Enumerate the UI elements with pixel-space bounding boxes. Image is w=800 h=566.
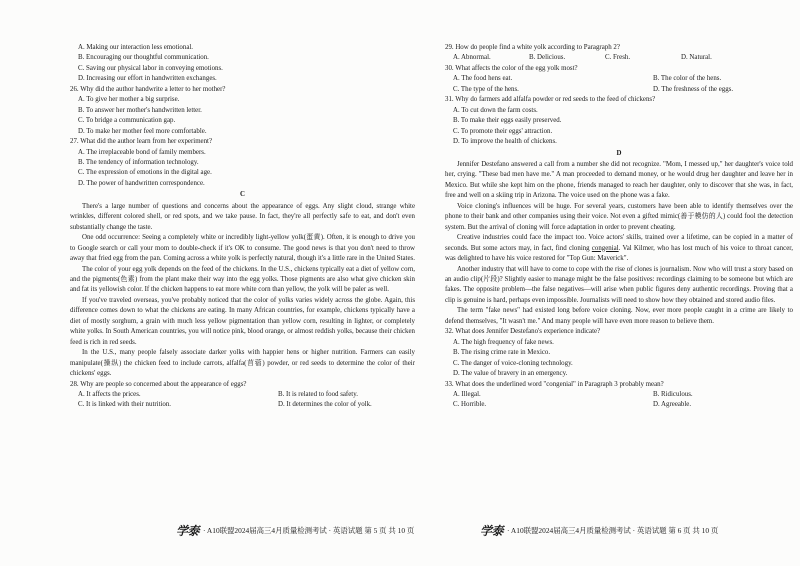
q33-option-d: D. Agreeable. [653,401,692,409]
section-c-heading: C [240,191,245,199]
q33-options-row-1 [445,390,793,400]
q32-option-d: D. The value of bravery in an emergency. [453,370,568,378]
q28-option-a: A. It affects the prices. [78,390,141,398]
q32-option-a: A. The high frequency of fake news. [453,338,554,346]
right-page [445,43,793,411]
q33-option-b: B. Ridiculous. [653,390,693,398]
q27-option-d: D. The power of handwritten correspondence. [78,179,205,187]
q28-stem: 28. Why are people so concerned about the appearance of eggs? [70,380,247,388]
left-page-footer [176,522,414,539]
q29-option-c: C. Fresh. [605,54,631,62]
q29-option-d: D. Natural. [681,54,712,62]
q26-option-d: D. To make her mother feel more comfortable. [78,127,207,135]
left-page [70,43,415,411]
publisher-logo: 学泰 [176,524,200,538]
q28-options-row-1 [70,390,415,400]
q30-options-row-1 [445,74,793,84]
q26-option-a: A. To give her mother a big surprise. [78,96,180,104]
q28-option-d: D. It determines the color of yolk. [278,401,372,409]
q29-options [445,53,793,63]
q31-option-c: C. To promote their eggs' attraction. [453,127,553,135]
q32-option-b: B. The rising crime rate in Mexico. [453,349,551,357]
publisher-logo-right: 学泰 [480,524,504,538]
q30-option-c: C. The type of the hens. [453,85,519,93]
q31-option-a: A. To cut down the farm costs. [453,106,538,114]
q31-option-b: B. To make their eggs easily preserved. [453,117,562,125]
right-footer-text: · A10联盟2024届高三4月质量检测考试 · 英语试题 第 6 页 共 10 页 [507,526,719,535]
q33-stem: 33. What does the underlined word "congenial" in Paragraph 3 probably mean? [445,380,664,388]
passage-c-paragraph-3: The color of your egg yolk depends on the feed of the chickens. In the U.S., chickens typically eat a diet of yellow corn, and the pigments(色素) from the plant make their way into the egg yolks. Those pigments are also what give chicken skin and fat its yellowish color. If the chicken happens to eat more white corn than yellow, the yolk will be paler as well. [70,265,415,294]
right-page-footer [480,522,718,539]
q25-option-d: D. Increasing our effort in handwritten exchanges. [78,75,217,83]
passage-c-paragraph-1: There's a large number of questions and concerns about the appearance of eggs. Any slight cloud, strange white wrinkles, different colored shell, or red spots, and we take pause. In fact, they're all perfectly safe to eat, and don't even substantially change the taste. [70,202,415,231]
q33-options-row-2 [445,400,793,410]
passage-c-paragraph-4: If you've traveled overseas, you've probably noticed that the color of yolks varies widely across the globe. Again, this difference comes down to what the chickens are eating. In many African countries, for example, chickens typically have a diet of mostly sorghum, a grain with much less yellow pigmentation than yellow corn, resulting in lighter, or completely white yolks. In South American countries, you will notice pink, blood orange, or almost reddish yolks, because their chicken feed is rich in red seeds. [70,296,415,346]
q31-stem: 31. Why do farmers add alfalfa powder or red seeds to the feed of chickens? [445,96,656,104]
q27-option-b: B. The tendency of information technology. [78,158,199,166]
passage-c-paragraph-5: In the U.S., many people falsely associate darker yolks with happier hens or higher nutrition. Farmers can easily manipulate(操纵) the chicken feed to include carrots, alfalfa(苜蓿) powder, or red seeds to determine the color of their chickens' eggs. [70,349,415,378]
q30-option-b: B. The color of the hens. [653,75,722,83]
q30-stem: 30. What affects the color of the egg yolk most? [445,64,578,72]
left-footer-text: · A10联盟2024届高三4月质量检测考试 · 英语试题 第 5 页 共 10 页 [203,526,415,535]
q28-option-c: C. It is linked with their nutrition. [78,401,172,409]
passage-d-paragraph-2: Voice cloning's influences will be huge. For several years, customers have been able to identify themselves over the phone to their bank and other companies using their voice. Not even a gifted mimic(善于模仿的人) could fool the detection system. But the arrival of cloning will force adaptation in order to prevent cheating. [445,202,793,231]
q26-stem: 26. Why did the author handwrite a letter to her mother? [70,85,226,93]
q33-option-c: C. Horrible. [453,401,487,409]
q27-stem: 27. What did the author learn from her experiment? [70,138,213,146]
passage-d-paragraph-1: Jennifer Destefano answered a call from a number she did not recognize. "Mom, I messed up," her daughter's voice told her, crying. "These bad men have me." A man proceeded to demand money, or he would drug her daughter and leave her in Mexico. But while she kept him on the phone, friends managed to reach her daughter, only to discover that she was, in fact, free and well on a skiing trip in Arizona. The voice used on the phone was a fake. [445,160,793,200]
q27-option-c: C. The expression of emotions in the digital age. [78,169,212,177]
q32-stem: 32. What does Jennifer Destefano's experience indicate? [445,328,601,336]
q32-option-c: C. The danger of voice-cloning technology. [453,359,573,367]
q30-option-d: D. The freshness of the eggs. [653,85,734,93]
q28-option-b: B. It is related to food safety. [278,390,358,398]
q28-options-row-2 [70,400,415,410]
q26-option-c: C. To bridge a communication gap. [78,117,176,125]
q27-option-a: A. The irreplaceable bond of family members. [78,148,206,156]
q33-option-a: A. Illegal. [453,390,481,398]
passage-d-paragraph-4: Another industry that will have to come to cope with the rise of clones is journalism. Now who will trust a story based on an audio clip(片段)? Slightly easier to manage might be the false positives: recordings claiming to be someone but which are fakes. The opposite problem—the false negatives—will arise when public figures deny authentic recordings. Proving that a clip is genuine is hard, perhaps even impossible. Journalists will need to show how they obtained and stored audio files. [445,265,793,304]
section-d-heading: D [616,149,622,157]
q26-option-b: B. To answer her mother's handwritten letter. [78,106,202,114]
underlined-word-congenial: congenial [591,244,619,252]
passage-d-paragraph-3: Creative industries could face the impact too. Voice actors' skills, trained over a lifetime, can be copied in a matter of seconds. But some actors may, in fact, find cloning congenial. Val Kilmer, who has lost much of his voice to throat cancer, was delighted to have his voice restored for "Top Gun: Maverick". [445,234,794,263]
q29-option-b: B. Delicious. [529,54,566,62]
q25-option-a: A. Making our interaction less emotional. [78,44,194,51]
q31-option-d: D. To improve the health of chickens. [453,138,557,146]
passage-d-paragraph-5: The term "fake news" had existed long before voice cloning. Now, ever more people caught in a crime are likely to defend themselves, "It wasn't me." And many people will have even more reason to believe them. [445,307,793,325]
q29-stem: 29. How do people find a white yolk according to Paragraph 2? [445,44,620,51]
passage-c-paragraph-2: One odd occurrence: Seeing a completely white or incredibly light-yellow yolk(蛋黄). Often, it is enough to drive you to Google search or call your mom to double-check if it's OK to consume. The good news is that you don't need to throw away that fried egg from the pan. Coming across a white yolk is perfectly natural, though it's a little rare in the United States. [70,234,415,263]
q30-option-a: A. The food hens eat. [453,75,513,83]
q25-option-b: B. Encouraging our thoughtful communication. [78,54,209,62]
q25-option-c: C. Saving our physical labor in conveying emotions. [78,64,223,72]
q29-option-a: A. Abnormal. [453,54,491,62]
q30-options-row-2 [445,85,793,95]
